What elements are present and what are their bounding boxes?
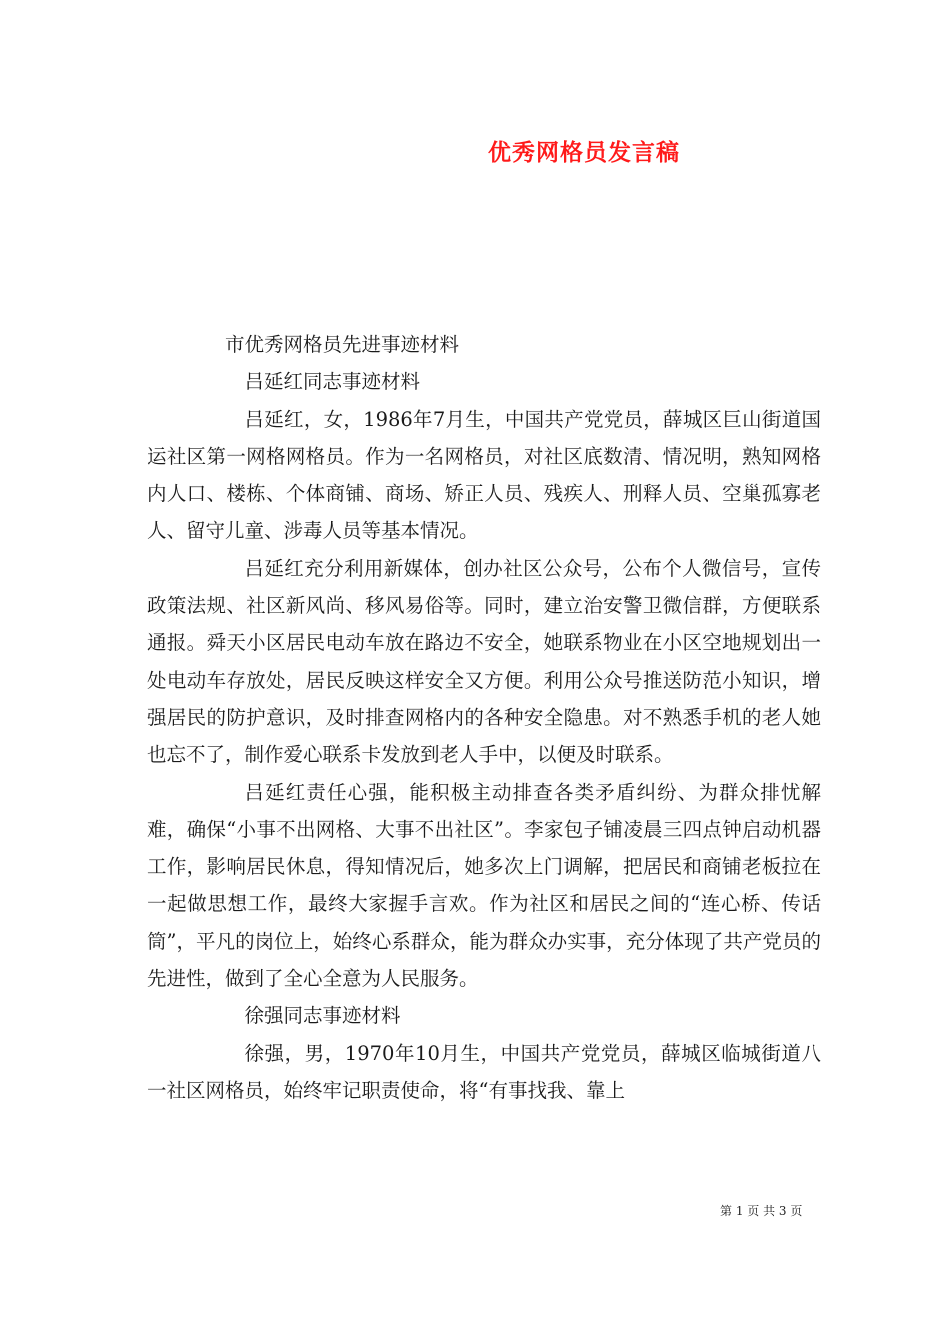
section-heading: 市优秀网格员先进事迹材料 <box>225 333 460 356</box>
body-paragraph: 吕延红责任心强，能积极主动排查各类矛盾纠纷、为群众排忧解难，确保“小事不出网格、大事不出社区”。李家包子铺凌晨三四点钟启动机器工作，影响居民休息，得知情况后，她多次上门调解，把居民和商铺老板拉在一起做思想工作，最终大家握手言欢。作为社区和居民之间的“连心桥、传话筒”，平凡的岗位上，始终心系群众，能为群众办实事，充分体现了共产党员的先进性，做到了全心全意为人民服务。 <box>147 780 821 991</box>
body-paragraph: 吕延红，女，1986年7月生，中国共产党党员，薛城区巨山街道国运社区第一网格网格员。作为一名网格员，对社区底数清、情况明，熟知网格内人口、楼栋、个体商铺、商场、矫正人员、残疾人、刑释人员、空巢孤寡老人、留守儿童、涉毒人员等基本情况。 <box>147 407 821 543</box>
body-paragraph: 吕延红充分利用新媒体，创办社区公众号，公布个人微信号，宣传政策法规、社区新风尚、移风易俗等。同时，建立治安警卫微信群，方便联系通报。舜天小区居民电动车放在路边不安全，她联系物业在小区空地规划出一处电动车存放处，居民反映这样安全又方便。利用公众号推送防范小知识，增强居民的防护意识，及时排查网格内的各种安全隐患。对不熟悉手机的老人她也忘不了，制作爱心联系卡发放到老人手中，以便及时联系。 <box>147 556 821 767</box>
document-body <box>147 326 821 1109</box>
page-number: 第 1 页 共 3 页 <box>720 1204 803 1218</box>
person-heading: 徐强同志事迹材料 <box>244 1004 401 1028</box>
person-heading: 吕延红同志事迹材料 <box>244 370 421 394</box>
document-title: 优秀网格员发言稿 <box>488 139 680 166</box>
body-paragraph: 徐强，男，1970年10月生，中国共产党党员，薛城区临城街道八一社区网格员，始终牢记职责使命，将“有事找我、靠上 <box>147 1041 821 1102</box>
